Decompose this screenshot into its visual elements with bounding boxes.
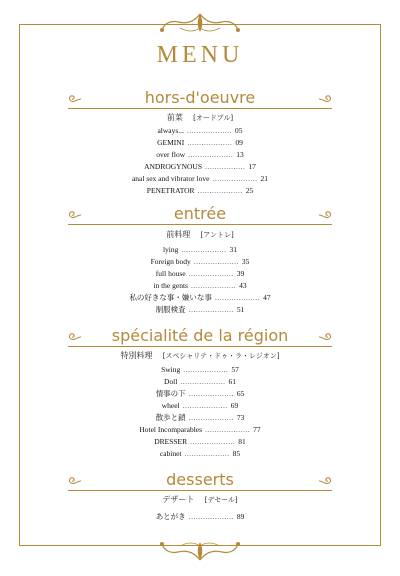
- section-header-desserts: [68, 470, 332, 491]
- menu-item[interactable]: in the gents ................... 43: [153, 281, 247, 290]
- menu-item[interactable]: 情事の下 ................... 65: [155, 389, 245, 398]
- menu-item[interactable]: Foreign body ................... 35: [150, 257, 250, 266]
- swirl-icon: [318, 94, 332, 104]
- top-ornament-icon: [150, 10, 250, 36]
- section-header-specialite: [68, 326, 332, 347]
- menu-item[interactable]: Hotel Incomparables ................... 77: [139, 425, 261, 434]
- menu-item[interactable]: cabinet ................... 85: [159, 449, 241, 458]
- menu-item[interactable]: wheel ................... 69: [161, 401, 239, 410]
- menu-item[interactable]: あとがき ................... 89: [155, 512, 245, 521]
- section-header-entree: [68, 204, 332, 225]
- swirl-icon: [318, 210, 332, 220]
- menu-item[interactable]: 私の好きな事・嫌いな事 ................... 47: [129, 293, 271, 302]
- subtitle-katakana: [スペシャリテ・ドゥ・ラ・レジオン]: [162, 352, 280, 360]
- subtitle-katakana: [デセール]: [204, 496, 238, 504]
- section-subtitle: [0, 494, 400, 505]
- menu-item[interactable]: over flow ................... 13: [156, 150, 244, 159]
- section-subtitle: [0, 350, 400, 361]
- swirl-icon: [318, 332, 332, 342]
- section-title: spécialité de la région: [111, 326, 289, 345]
- menu-item[interactable]: ANDROGYNOUS ................. 17: [144, 162, 256, 171]
- section-title: desserts: [166, 470, 234, 489]
- menu-item[interactable]: full house ................... 39: [155, 269, 245, 278]
- section-title: hors-d'oeuvre: [144, 88, 256, 107]
- menu-item[interactable]: DRESSER ................... 81: [154, 437, 246, 446]
- menu-item[interactable]: PENETRATOR ................... 25: [146, 186, 254, 195]
- swirl-icon: [318, 476, 332, 486]
- subtitle-katakana: [オードブル]: [193, 114, 234, 122]
- subtitle-japanese: 特別料理: [120, 351, 153, 360]
- section-subtitle: [0, 112, 400, 123]
- menu-item[interactable]: 散歩と鎖 ................... 73: [155, 413, 245, 422]
- menu-item[interactable]: GEMINI ................... 09: [157, 138, 243, 147]
- menu-item[interactable]: lying ................... 31: [162, 245, 238, 254]
- section-header-hors-doeuvre: [68, 88, 332, 109]
- subtitle-japanese: 前菜: [166, 113, 183, 122]
- menu-item[interactable]: Swing ................... 57: [161, 365, 239, 374]
- menu-item[interactable]: anal sex and vibrator love ................... 21: [131, 174, 269, 183]
- menu-title: MENU: [156, 42, 244, 68]
- menu-item[interactable]: Doll ................... 61: [164, 377, 236, 386]
- bottom-ornament-icon: [150, 538, 250, 564]
- menu-item[interactable]: 制服検査 ................... 51: [155, 305, 245, 314]
- section-subtitle: [0, 229, 400, 240]
- subtitle-katakana: [アントレ]: [200, 231, 234, 239]
- subtitle-japanese: 前料理: [166, 230, 191, 239]
- subtitle-japanese: デザート: [162, 495, 195, 504]
- menu-item[interactable]: always... ................... 05: [157, 126, 243, 135]
- section-title: entrée: [173, 204, 227, 223]
